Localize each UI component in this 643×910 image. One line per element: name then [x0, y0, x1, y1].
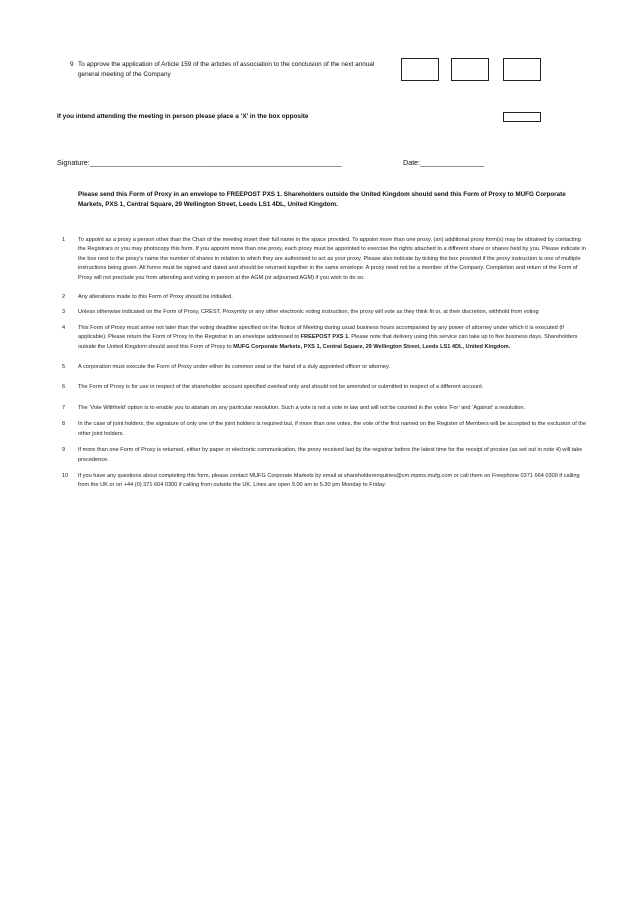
note-text-part: This Form of Proxy must arrive not later than the voting deadline specified on the Notice of Meeting during usual business hours accompanied by any power of attorney under which it is executed (if applicable). Please return the Form of Proxy to the Registrar in an envelope addressed to [78, 324, 564, 341]
resolution-number: 9 [70, 61, 74, 68]
signature-field[interactable]: Signature:_______________________________________________________________ [57, 158, 342, 167]
note-number: 1 [62, 237, 66, 243]
note-text-part: . Please note that delivery using this service can take up to five business days. Shareholders outside the United Kingdom should send this Form of Proxy to [78, 334, 578, 350]
note-item [62, 383, 588, 392]
attendance-box[interactable] [503, 112, 541, 122]
return-instructions: Please send this Form of Proxy in an envelope to FREEPOST PXS 1. Shareholders outside the United Kingdom should send this Form of Proxy to MUFG Corporate Markets, PXS 1, Central Square, 29 Wellington Street, Leeds LS1 4DL, United Kingdom. [78, 191, 566, 208]
note-number: 10 [62, 472, 69, 479]
note-text: To appoint as a proxy a person other than the Chair of the meeting insert their full name in the space provided. To appoint more than one proxy, (an) additional proxy form(s) may be obtained by contacting the Registrars or you may photocopy this form. If you appoint more than one proxy, each proxy must be appointed to exercise the rights attached to a different share or shares held by you. Please indicate in the box next to the proxy’s name the number of shares in relation to which they are authorised to act as your proxy. Please also indicate by ticking the box provided if the proxy instruction is one of multiple instructions being given. All forms must be signed and dated and should be returned together in the same envelope. A proxy need not be a member of the Company. Completion and return of the Form of Proxy will not preclude you from attending and voting in person at the AGM (or adjourned AGM) if you wish to do so. [78, 237, 586, 281]
note-item [62, 404, 588, 413]
note-number: 4 [62, 324, 66, 331]
note-text: Unless otherwise indicated on the Form of Proxy, CREST, Proxymity or any other electronic voting instruction, the proxy will vote as they think fit or, at their discretion, withhold from voting [78, 309, 539, 316]
registrar-address: MUFG Corporate Markets, PXS 1, Central Square, 29 Wellington Street, Leeds LS1 4DL, United Kingdom. [233, 343, 511, 350]
note-text: The ‘Vote Withheld’ option is to enable you to abstain on any particular resolution. Such a vote is not a vote in law and will not be counted in the votes ‘For’ and ‘Against’ a resolution. [78, 404, 526, 411]
note-item [62, 363, 588, 372]
note-number: 6 [62, 384, 66, 391]
note-text [78, 324, 588, 352]
date-field[interactable]: Date:________________ [403, 158, 485, 167]
note-text: The Form of Proxy is for use in respect of the shareholder account specified overleaf only and should not be amended or submitted in respect of a different account. [78, 384, 484, 391]
note-number: 9 [62, 447, 66, 454]
note-number: 2 [62, 294, 66, 301]
notes-list [62, 236, 588, 491]
note-item [62, 236, 588, 283]
note-item [62, 472, 588, 491]
note-item [62, 293, 588, 302]
resolution-text: To approve the application of Article 159 of the articles of association to the conclusion of the next annual general meeting of the Company [78, 61, 375, 78]
freepost-address: FREEPOST PXS 1 [300, 334, 349, 341]
vote-withheld-box[interactable] [503, 58, 541, 81]
note-text: If more than one Form of Proxy is returned, either by paper or electronic communication, the proxy received last by the registrar before the latest time for the receipt of proxies (as set out in note 4) will take precedence. [78, 447, 583, 463]
note-number: 5 [62, 364, 66, 371]
note-item [62, 446, 588, 465]
note-item [62, 324, 588, 352]
attendance-statement: If you intend attending the meeting in person please place a ‘X’ in the box opposite [57, 113, 309, 120]
vote-against-box[interactable] [451, 58, 489, 81]
note-item [62, 420, 588, 439]
note-number: 8 [62, 421, 66, 428]
vote-for-box[interactable] [401, 58, 439, 81]
note-number: 3 [62, 309, 66, 316]
note-number: 7 [62, 404, 66, 411]
note-text: If you have any questions about completing this form, please contact MUFG Corporate Markets by email at shareholderenquiries@cm.mpms.mufg.com or call them on Freephone 0371 664 0300 if calling from the UK or on +44 (0) 371 664 0300 if calling from outside the UK. Lines are open 9.00 am to 5.30 pm Monday to Friday. [78, 472, 580, 489]
note-item [62, 308, 588, 317]
note-text: Any alterations made to this Form of Proxy should be initialled. [78, 294, 233, 301]
note-text: In the case of joint holders, the signature of only one of the joint holders is required but, if more than one votes, the vote of the first named on the Register of Members will be accepted to the exclusion of the other joint holders. [78, 421, 587, 437]
note-text: A corporation must execute the Form of Proxy under either its common seal or the hand of a duly appointed officer or attorney. [78, 364, 390, 371]
